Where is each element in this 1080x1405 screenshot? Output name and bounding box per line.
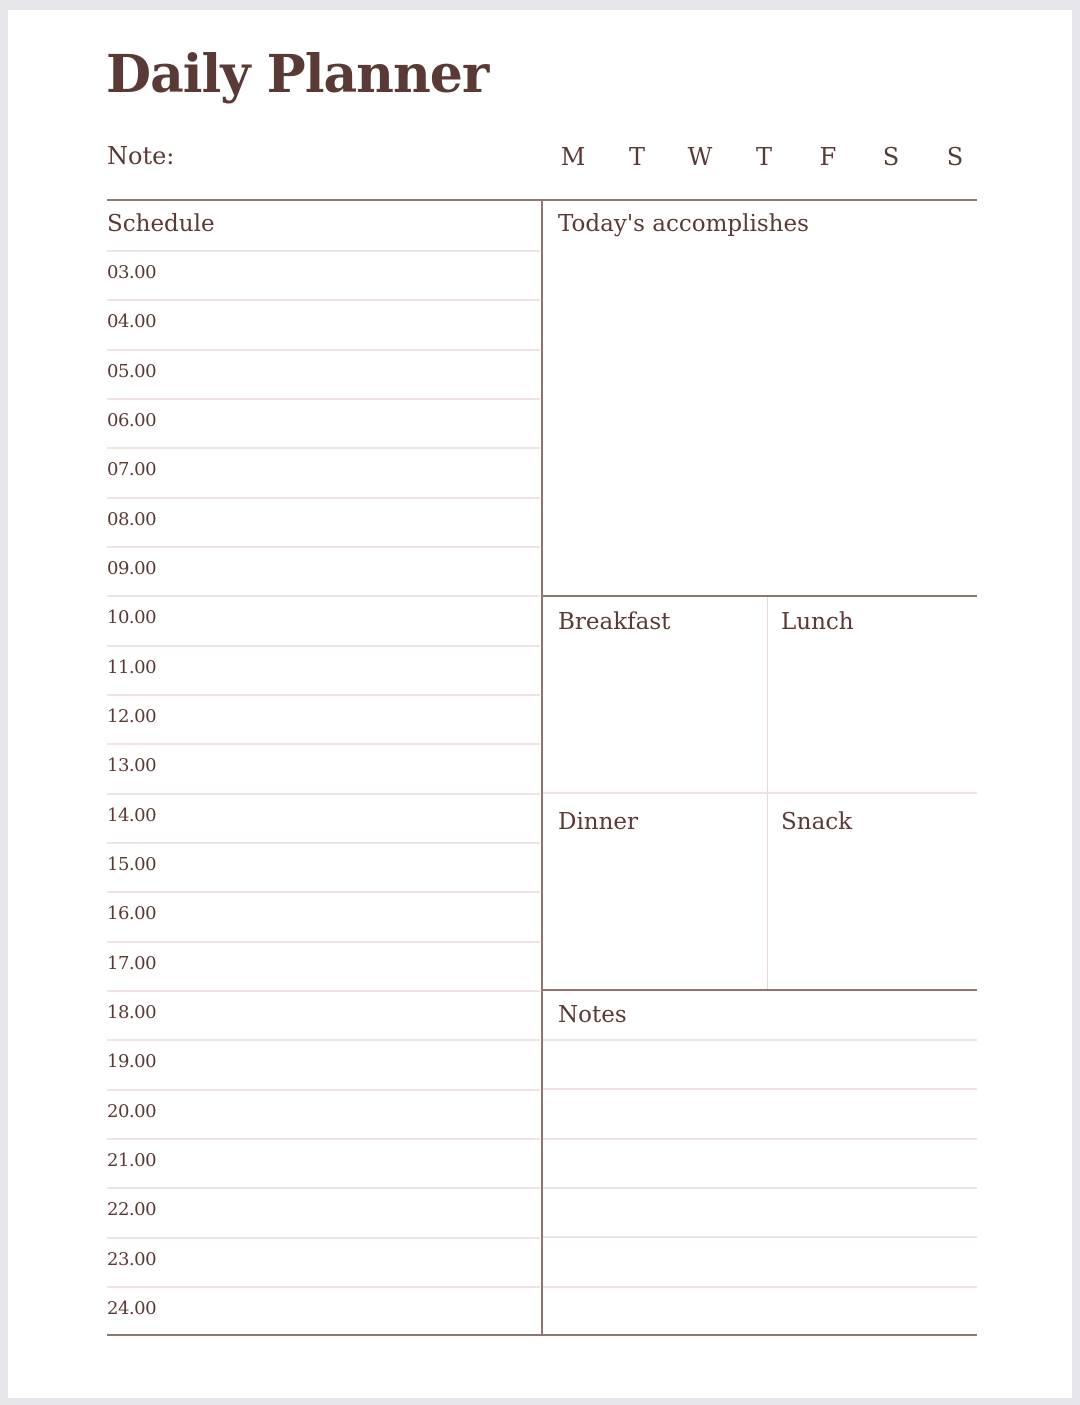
- schedule-row-line: [107, 793, 540, 795]
- dinner-heading: Dinner: [558, 809, 639, 835]
- notes-heading: Notes: [558, 1002, 627, 1028]
- schedule-row-line: [107, 349, 540, 351]
- notes-divider: [543, 989, 977, 991]
- notes-row-line[interactable]: [543, 1039, 977, 1041]
- schedule-hour[interactable]: 19.00: [107, 1051, 157, 1072]
- schedule-hour[interactable]: 15.00: [107, 854, 157, 875]
- weekday-thu[interactable]: T: [755, 143, 772, 171]
- notes-row-line[interactable]: [543, 1286, 977, 1288]
- schedule-hour[interactable]: 05.00: [107, 361, 157, 382]
- schedule-hour[interactable]: 21.00: [107, 1150, 157, 1171]
- lunch-heading: Lunch: [781, 609, 854, 635]
- schedule-hour[interactable]: 08.00: [107, 509, 157, 530]
- schedule-row-line: [107, 546, 540, 548]
- schedule-row-line: [107, 1089, 540, 1091]
- snack-heading: Snack: [781, 809, 853, 835]
- schedule-row-line: [107, 694, 540, 696]
- schedule-hour[interactable]: 23.00: [107, 1249, 157, 1270]
- schedule-hour[interactable]: 12.00: [107, 706, 157, 727]
- schedule-row-line: [107, 941, 540, 943]
- schedule-row-line: [107, 497, 540, 499]
- footer-divider: [107, 1334, 977, 1336]
- schedule-row-line: [107, 842, 540, 844]
- weekday-row: [0, 143, 1080, 173]
- schedule-hour[interactable]: 17.00: [107, 953, 157, 974]
- accomplishes-divider: [543, 595, 977, 597]
- weekday-tue[interactable]: T: [628, 143, 645, 171]
- schedule-row-line: [107, 447, 540, 449]
- schedule-hour[interactable]: 11.00: [107, 657, 157, 678]
- schedule-hour[interactable]: 04.00: [107, 311, 157, 332]
- accomplishes-heading: Today's accomplishes: [558, 211, 809, 237]
- schedule-hour[interactable]: 07.00: [107, 459, 157, 480]
- notes-row-line[interactable]: [543, 1236, 977, 1238]
- weekday-wed[interactable]: W: [687, 143, 713, 171]
- weekday-sun[interactable]: S: [946, 143, 964, 171]
- schedule-hour[interactable]: 18.00: [107, 1002, 157, 1023]
- schedule-row-line: [107, 891, 540, 893]
- schedule-row-line: [107, 1138, 540, 1140]
- schedule-hour[interactable]: 09.00: [107, 558, 157, 579]
- schedule-hour[interactable]: 06.00: [107, 410, 157, 431]
- notes-row-line[interactable]: [543, 1187, 977, 1189]
- column-divider: [541, 200, 543, 1336]
- schedule-hour[interactable]: 24.00: [107, 1298, 157, 1319]
- notes-row-line[interactable]: [543, 1138, 977, 1140]
- schedule-row-line: [107, 1187, 540, 1189]
- notes-row-line[interactable]: [543, 1088, 977, 1090]
- meals-row-divider: [543, 792, 977, 794]
- schedule-row-line: [107, 1237, 540, 1239]
- schedule-hour[interactable]: 16.00: [107, 903, 157, 924]
- schedule-row-line: [107, 1286, 540, 1288]
- schedule-row-line: [107, 299, 540, 301]
- breakfast-heading: Breakfast: [558, 609, 671, 635]
- schedule-row-line: [107, 743, 540, 745]
- note-label: Note:: [107, 142, 175, 170]
- weekday-mon[interactable]: M: [560, 143, 586, 171]
- schedule-row-line: [107, 250, 540, 252]
- weekday-sat[interactable]: S: [882, 143, 900, 171]
- schedule-hour[interactable]: 03.00: [107, 262, 157, 283]
- page-title: Daily Planner: [106, 44, 489, 105]
- schedule-hour[interactable]: 13.00: [107, 755, 157, 776]
- weekday-fri[interactable]: F: [819, 143, 837, 171]
- schedule-hour[interactable]: 14.00: [107, 805, 157, 826]
- schedule-row-line: [107, 398, 540, 400]
- schedule-row-line: [107, 1039, 540, 1041]
- schedule-heading: Schedule: [107, 211, 215, 237]
- schedule-row-line: [107, 595, 540, 597]
- schedule-hour[interactable]: 20.00: [107, 1101, 157, 1122]
- schedule-row-line: [107, 645, 540, 647]
- schedule-hour[interactable]: 10.00: [107, 607, 157, 628]
- schedule-row-line: [107, 990, 540, 992]
- schedule-hour[interactable]: 22.00: [107, 1199, 157, 1220]
